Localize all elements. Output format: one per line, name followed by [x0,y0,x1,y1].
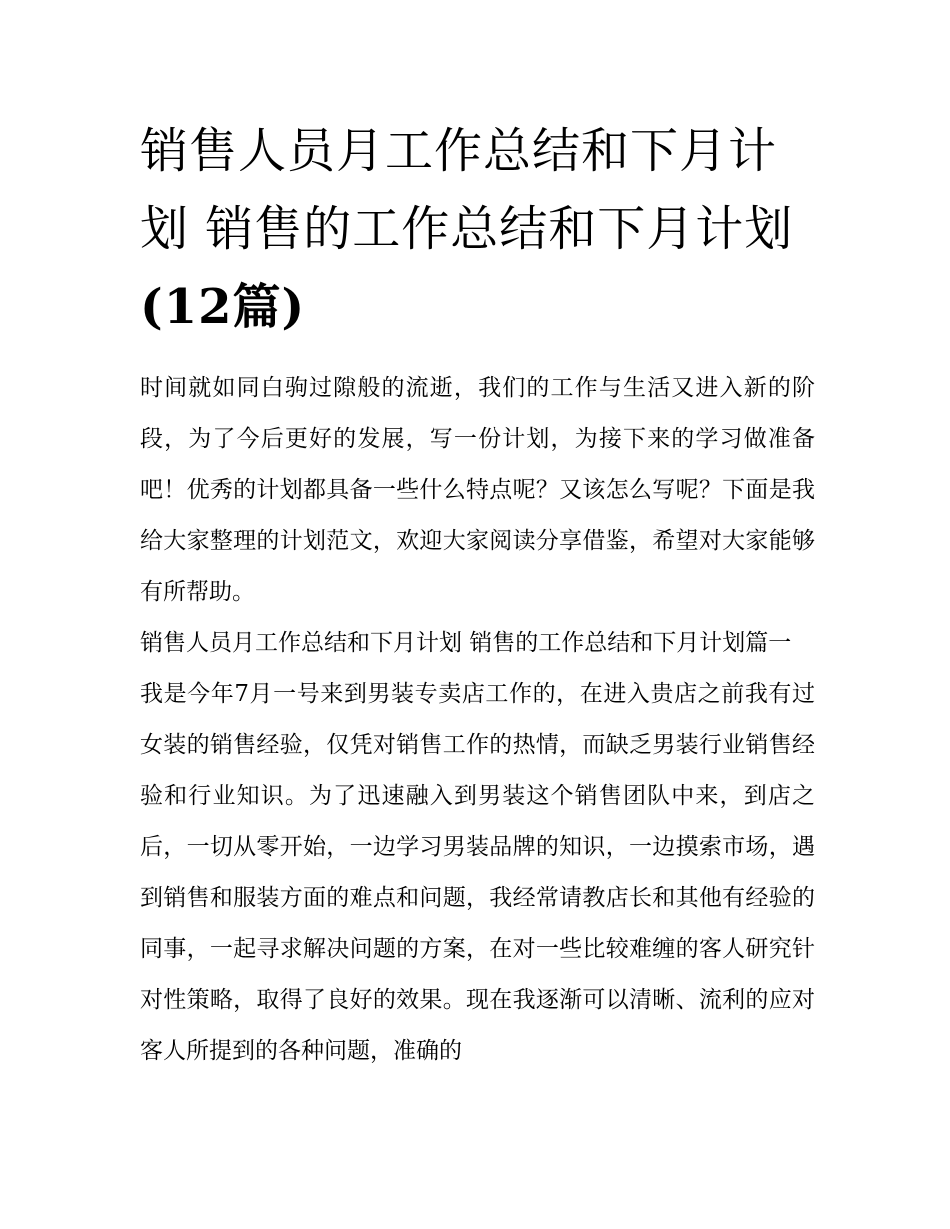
document-page [140,112,815,1077]
document-title-suffix: (12篇) [140,279,306,335]
document-title [140,112,815,346]
section-heading: 销售人员月工作总结和下月计划 销售的工作总结和下月计划篇一 [140,630,792,656]
intro-paragraph: 时间就如同白驹过隙般的流逝，我们的工作与生活又进入新的阶段，为了今后更好的发展，写一份计划，为接下来的学习做准备吧！优秀的计划都具备一些什么特点呢？又该怎么写呢？下面是我给大家整理的计划范文，欢迎大家阅读分享借鉴，希望对大家能够有所帮助。 [140,375,815,605]
section-body-paragraph: 我是今年7月一号来到男装专卖店工作的，在进入贵店之前我有过女装的销售经验，仅凭对销售工作的热情，而缺乏男装行业销售经验和行业知识。为了迅速融入到男装这个销售团队中来，到店之后，一切从零开始，一边学习男装品牌的知识，一边摸索市场，遇到销售和服装方面的难点和问题，我经常请教店长和其他有经验的同事，一起寻求解决问题的方案，在对一些比较难缠的客人研究针对性策略，取得了良好的效果。现在我逐渐可以清晰、流利的应对客人所提到的各种问题，准确的 [140,681,815,1064]
document-title-main: 销售人员月工作总结和下月计划 销售的工作总结和下月计划 [140,123,794,257]
